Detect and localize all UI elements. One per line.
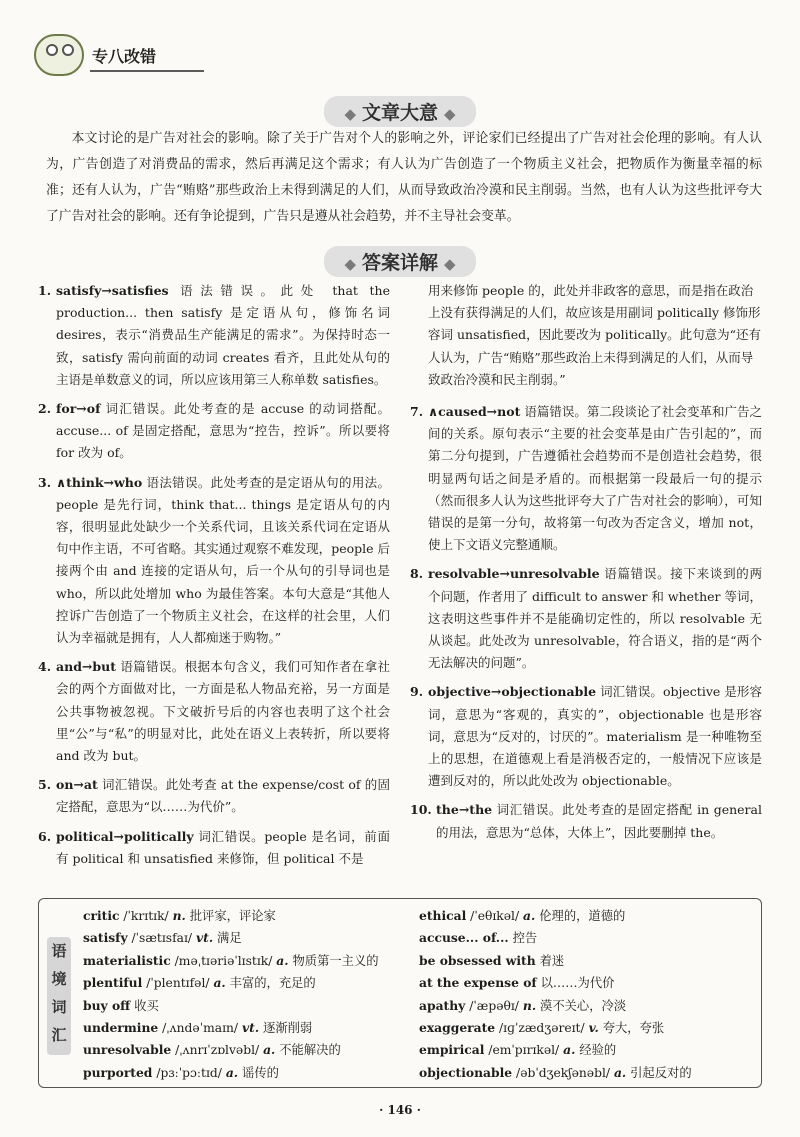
answer-item: 10. the→the 词汇错误。此处考查的是固定搭配 in general 的用法，意思为“总体，大体上”，因此要删掉 the。 (410, 802, 762, 840)
diamond-icon: ◆ (344, 255, 356, 273)
vocab-entry: purported /pɜːˈpɔːtɪd/ a. 谣传的 (83, 1064, 279, 1080)
answers-left-column (38, 280, 390, 877)
vocab-entry: plentiful /ˈplentɪfəl/ a. 丰富的，充足的 (83, 975, 316, 991)
answer-item: 1. satisfy→satisfies 语法错误。此处 that the production... then satisfy 是定语从句，修饰名词 desires，表示“消费品生产能满足的需求”。为保持时态一致，satisfy 需向前面的动词 creates 看齐，且此处从句的主语是单数意义的词，所以应该用第三人称单数 satisfies。 (38, 283, 390, 387)
summary-heading (0, 96, 800, 127)
diamond-icon: ◆ (344, 105, 356, 123)
vocabulary-list-right (419, 905, 749, 1084)
answer-item: 8. resolvable→unresolvable 语篇错误。接下来谈到的两个问题，作者用了 difficult to answer 和 whether 等词，这表明这些事件并不是能确切定性的，所以 resolvable 无从谈起。此处改为 unresolvable，符合语义，指的是“两个无法解决的问题”。 (410, 566, 762, 671)
page-number: · 146 · (379, 1103, 421, 1117)
answer-item: 5. on→at 词汇错误。此处考查 at the expense/cost of 的固定搭配，意思为“以……为代价”。 (38, 777, 390, 815)
answer-item: 7. ∧caused→not 语篇错误。第二段谈论了社会变革和广告之间的关系。原句表示“主要的社会变革是由广告引起的”，而第二分句提到，广告遵循社会趋势而不是创造社会趋势，很明显两句话之间是矛盾的。而根据第一段最后一句的提示（然而很多人认为这些批评夸大了广告对社会的影响），可知错误的是第一分句，故将第一句改为否定含义，增加 not，使上下文语义完整通顺。 (410, 404, 762, 553)
vocab-entry: satisfy /ˈsætɪsfaɪ/ vt. 满足 (83, 930, 242, 946)
vocab-entry: materialistic /məˌtɪəriəˈlɪstɪk/ a. 物质第一主义的 (83, 952, 379, 968)
answer-item: 9. objective→objectionable 词汇错误。objective 是形容词，意思为“客观的，真实的”，objectionable 也是形容词，意思为“反对的，讨厌的”。materialism 是一种唯物至上的思想，在道德观上看是消极否定的，一般情况下应该是遭到反对的，所以此处改为 objectionable。 (410, 684, 762, 789)
vocab-entry: empirical /emˈpɪrɪkəl/ a. 经验的 (419, 1042, 617, 1058)
vocab-entry: be obsessed with 着迷 (419, 952, 565, 968)
vocab-entry: objectionable /əbˈdʒekʃənəbl/ a. 引起反对的 (419, 1064, 692, 1080)
answers-right-column (410, 280, 762, 851)
answers-heading (0, 246, 800, 277)
answer-item: 2. for→of 词汇错误。此处考查的是 accuse 的动词搭配。accuse... of 是固定搭配，意思为“控告，控诉”。所以要将 for 改为 of。 (38, 401, 390, 461)
answer-item: 4. and→but 语篇错误。根据本句含义，我们可知作者在拿社会的两个方面做对比，一方面是私人物品充裕，另一方面是公共事物被忽视。下文破折号后的内容也表明了这个社会里“公”与“私”的明显对比，此处在语义上表转折，所以要将 and 改为 but。 (38, 659, 390, 764)
answers-title: 答案详解 (361, 252, 438, 274)
vocab-entry: accuse... of... 控告 (419, 930, 538, 946)
vocab-entry: unresolvable /ˌʌnrɪˈzɒlvəbl/ a. 不能解决的 (83, 1042, 341, 1058)
book-logo-icon (34, 34, 84, 76)
vocabulary-list-left (83, 905, 413, 1084)
vocab-entry: exaggerate /ɪɡˈzædʒəreɪt/ v. 夸大，夸张 (419, 1020, 665, 1036)
page-header (34, 34, 204, 78)
answer-item-continuation: 用来修饰 people 的，此处并非政客的意思，而是指在政治上没有获得满足的人们，故应该是用副词 politically 修饰形容词 unsatisfied，因此要改为 politically。此句意为“还有人认为，广告“贿赂”那些政治上未得到满足的人们，从而导致政治冷漠和民主削弱。” (428, 283, 762, 387)
answer-item: 6. political→politically 词汇错误。people 是名词，前面有 political 和 unsatisfied 来修饰，但 political 不是 (38, 828, 391, 866)
summary-title: 文章大意 (361, 102, 438, 124)
summary-text: 本文讨论的是广告对社会的影响。除了关于广告对个人的影响之外，评论家们已经提出了广告对社会伦理的影响。有人认为，广告创造了对消费品的需求，然后再满足这个需求；有人认为广告创造了一个物质主义社会，把物质作为衡量幸福的标准；还有人认为，广告“贿赂”那些政治上未得到满足的人们，从而导致政治冷漠和民主削弱。当然，也有人认为这些批评夸大了广告对社会的影响。还有争论提到，广告只是遵从社会趋势，并不主导社会变革。 (46, 131, 762, 224)
vocab-entry: undermine /ˌʌndəˈmaɪn/ vt. 逐渐削弱 (83, 1020, 313, 1036)
diamond-icon: ◆ (444, 105, 456, 123)
vocabulary-label: 语境词汇 (47, 937, 71, 1055)
vocab-entry: apathy /ˈæpəθɪ/ n. 漠不关心，冷淡 (419, 997, 627, 1013)
vocabulary-box (38, 898, 762, 1088)
vocab-entry: buy off 收买 (83, 997, 159, 1013)
answer-item: 3. ∧think→who 语法错误。此处考查的是定语从句的用法。people 是先行词，think that... things 是定语从句的内容，很明显此处缺少一个关系代词，且该关系代词在定语从句中作主语，不可省略。其实通过观察不难发现，people 后接两个由 and 连接的定语从句，后一个从句的引导词也是 who，所以此处增加 who 为最佳答案。本句大意是“其他人控诉广告创造了一个物质主义社会，在这样的社会里，人们认为幸福就是拥有，人人都痴迷于购物。” (38, 474, 390, 646)
header-divider (90, 70, 204, 72)
vocab-entry: ethical /ˈeθɪkəl/ a. 伦理的，道德的 (419, 908, 626, 923)
diamond-icon: ◆ (444, 255, 456, 273)
vocab-entry: at the expense of 以……为代价 (419, 975, 615, 991)
header-title: 专八改错 (92, 47, 157, 66)
vocab-entry: critic /ˈkrɪtɪk/ n. 批评家，评论家 (83, 908, 276, 923)
